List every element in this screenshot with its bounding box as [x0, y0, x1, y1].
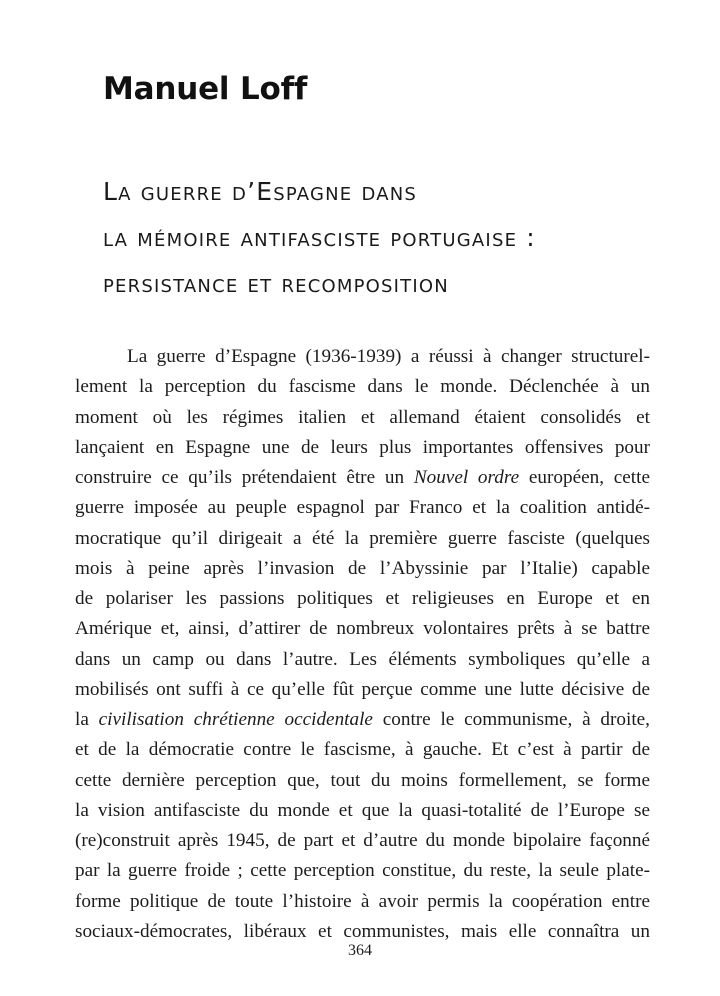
text-line: mobilisés ont suffi à ce qu’elle fût perçue comme une lutte décisive de: [75, 678, 650, 700]
chapter-title-line: la mémoire antifasciste portugaise :: [103, 223, 536, 252]
italic-term: civilisation chrétienne occidentale: [98, 709, 373, 730]
text-line: La guerre d’Espagne (1936-1939) a réussi à changer structurel-: [127, 346, 650, 367]
italic-term: Nouvel ordre: [413, 467, 520, 488]
text-line: de polariser les passions politiques et religieuses en Europe et en: [75, 588, 650, 609]
text-line: par la guerre froide ; cette perception constitue, du reste, la seule plate-: [75, 860, 650, 882]
text-line: lement la perception du fascisme dans le monde. Déclenchée à un: [75, 376, 650, 398]
text-line: mocratique qu’il dirigeait a été la première guerre fasciste (quelques: [75, 527, 650, 549]
text-line: [75, 463, 650, 493]
text-segment: la: [75, 709, 99, 730]
text-line: (re)construit après 1945, de part et d’autre du monde bipolaire façonné: [75, 830, 650, 851]
page-number: 364: [348, 942, 372, 959]
chapter-title: [103, 172, 663, 310]
author-name: Manuel Loff: [103, 71, 308, 107]
text-line: forme politique de toute l’histoire à avoir permis la coopération entre: [75, 890, 650, 912]
text-line: dans un camp ou dans l’autre. Les éléments symboliques qu’elle a: [75, 648, 650, 670]
text-segment: construire ce qu’ils prétendaient être un: [75, 467, 414, 488]
text-line: [75, 705, 650, 735]
text-segment: contre le communisme, à droite,: [372, 709, 650, 730]
text-line: cette dernière perception que, tout du moins formellement, se forme: [75, 769, 650, 791]
text-segment: européen, cette: [519, 467, 650, 488]
text-line: lançaient en Espagne une de leurs plus importantes offensives pour: [75, 436, 650, 458]
body-paragraph: [75, 342, 650, 947]
text-line: Amérique et, ainsi, d’attirer de nombreux volontaires prêts à se battre: [75, 618, 650, 640]
text-line: et de la démocratie contre le fascisme, à gauche. Et c’est à partir de: [75, 739, 650, 761]
chapter-title-line: La guerre d’Espagne dans: [103, 177, 418, 206]
text-line: guerre imposée au peuple espagnol par Franco et la coalition antidé-: [75, 497, 650, 519]
text-line: la vision antifasciste du monde et que la quasi-totalité de l’Europe se: [75, 799, 650, 821]
chapter-title-line: persistance et recomposition: [103, 269, 449, 298]
text-line: mois à peine après l’invasion de l’Abyssinie par l’Italie) capable: [75, 557, 650, 579]
text-line: moment où les régimes italien et allemand étaient consolidés et: [75, 406, 650, 428]
text-line: sociaux-démocrates, libéraux et communistes, mais elle connaîtra un: [75, 920, 650, 942]
